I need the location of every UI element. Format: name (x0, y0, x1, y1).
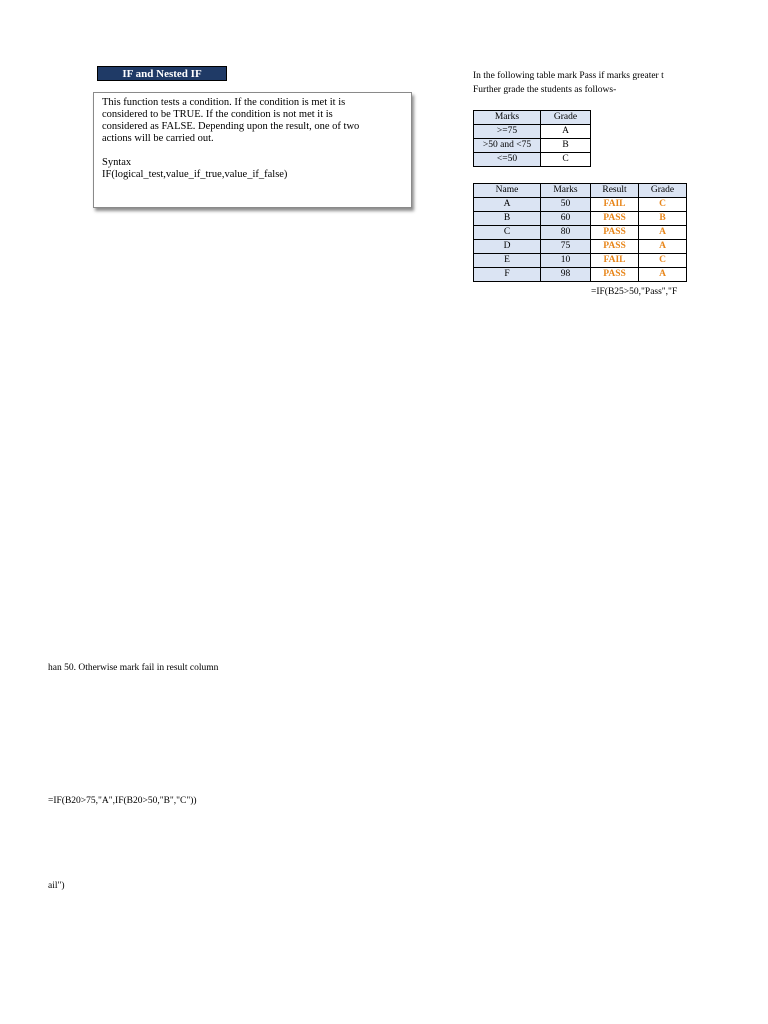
instruction-overflow-text: han 50. Otherwise mark fail in result column (48, 663, 219, 673)
description-line: considered to be TRUE. If the condition is not met it is (102, 109, 333, 120)
result-cell[interactable]: PASS (591, 226, 639, 240)
grade-cell[interactable]: B (639, 212, 687, 226)
table-row (474, 125, 591, 139)
student-results-table (473, 183, 687, 282)
result-cell[interactable]: FAIL (591, 198, 639, 212)
name-cell[interactable]: C (474, 226, 541, 240)
column-header[interactable]: Marks (541, 184, 591, 198)
table-cell[interactable]: >50 and <75 (474, 139, 541, 153)
table-cell[interactable]: C (541, 153, 591, 167)
table-row (474, 212, 687, 226)
column-header[interactable]: Grade (639, 184, 687, 198)
grade-cell[interactable]: A (639, 240, 687, 254)
result-cell[interactable]: PASS (591, 268, 639, 282)
marks-cell[interactable]: 60 (541, 212, 591, 226)
column-header[interactable]: Grade (541, 111, 591, 125)
table-row (474, 268, 687, 282)
syntax-text: IF(logical_test,value_if_true,value_if_false) (102, 169, 288, 180)
name-cell[interactable]: D (474, 240, 541, 254)
table-header-row (474, 184, 687, 198)
section-title: IF and Nested IF (97, 66, 227, 81)
result-cell[interactable]: PASS (591, 240, 639, 254)
table-cell[interactable]: >=75 (474, 125, 541, 139)
description-line: considered as FALSE. Depending upon the result, one of two (102, 121, 360, 132)
formula-overflow-text: ail") (48, 881, 65, 891)
column-header[interactable]: Name (474, 184, 541, 198)
name-cell[interactable]: F (474, 268, 541, 282)
result-cell[interactable]: PASS (591, 212, 639, 226)
table-row (474, 226, 687, 240)
table-row (474, 240, 687, 254)
description-box (93, 92, 412, 208)
table-row (474, 139, 591, 153)
table-row (474, 254, 687, 268)
grade-cell[interactable]: A (639, 226, 687, 240)
name-cell[interactable]: E (474, 254, 541, 268)
column-header[interactable]: Result (591, 184, 639, 198)
table-cell[interactable]: A (541, 125, 591, 139)
grade-cell[interactable]: C (639, 254, 687, 268)
table-header-row (474, 111, 591, 125)
student-table-viewport (473, 183, 768, 293)
table-cell[interactable]: B (541, 139, 591, 153)
instruction-line: Further grade the students as follows- (473, 85, 617, 95)
grade-cell[interactable]: C (639, 198, 687, 212)
table-row (474, 153, 591, 167)
grade-criteria-table (473, 110, 591, 167)
marks-cell[interactable]: 50 (541, 198, 591, 212)
grade-formula: =IF(B20>75,"A",IF(B20>50,"B","C")) (48, 796, 197, 806)
description-line: actions will be carried out. (102, 133, 214, 144)
table-row (474, 198, 687, 212)
name-cell[interactable]: B (474, 212, 541, 226)
column-header[interactable]: Marks (474, 111, 541, 125)
instruction-line: In the following table mark Pass if marks greater t (473, 71, 664, 81)
description-line: This function tests a condition. If the condition is met it is (102, 97, 346, 108)
marks-cell[interactable]: 98 (541, 268, 591, 282)
marks-cell[interactable]: 80 (541, 226, 591, 240)
result-formula: =IF(B25>50,"Pass","F (591, 287, 678, 297)
syntax-label: Syntax (102, 157, 132, 168)
grade-cell[interactable]: A (639, 268, 687, 282)
result-cell[interactable]: FAIL (591, 254, 639, 268)
marks-cell[interactable]: 10 (541, 254, 591, 268)
name-cell[interactable]: A (474, 198, 541, 212)
instructions (473, 69, 768, 97)
marks-cell[interactable]: 75 (541, 240, 591, 254)
table-cell[interactable]: <=50 (474, 153, 541, 167)
